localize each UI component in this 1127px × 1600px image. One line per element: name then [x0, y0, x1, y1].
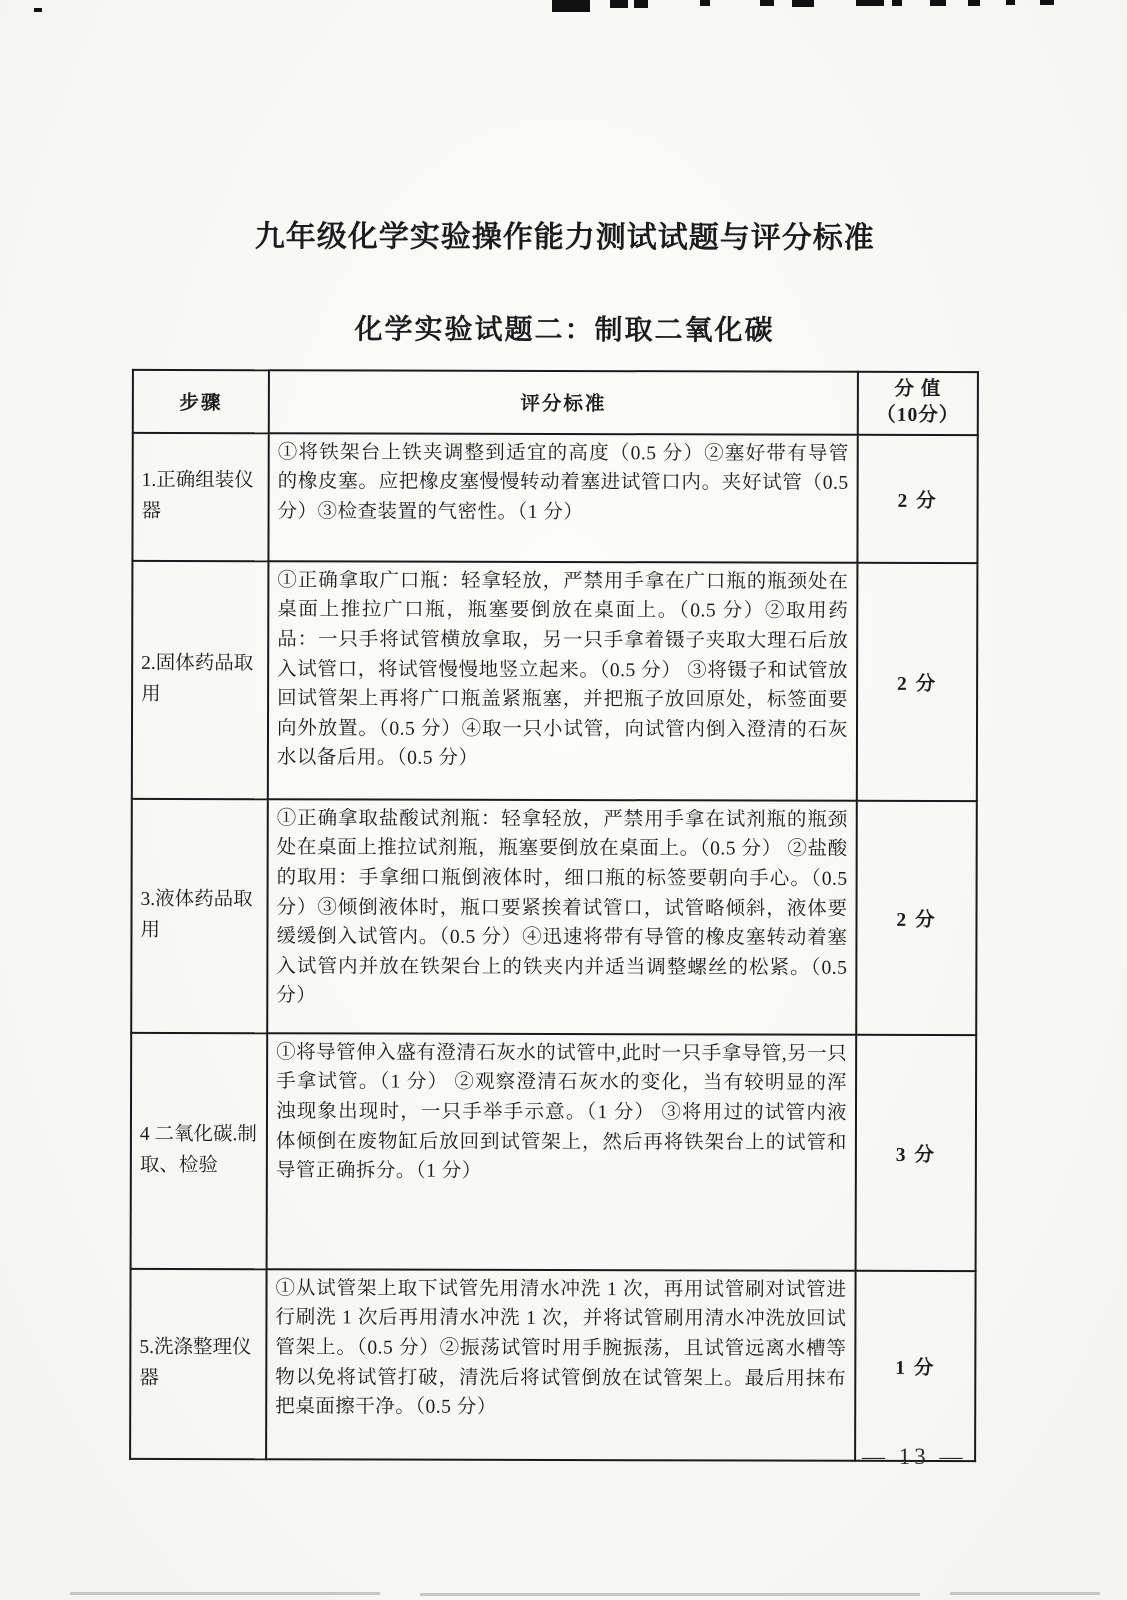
criteria-cell: ①将铁架台上铁夹调整到适宜的高度（0.5 分）②塞好带有导管的橡皮塞。应把橡皮塞慢慢转动着塞进试管口内。夹好试管（0.5 分）③检查装置的气密性。（1 分）: [268, 433, 857, 563]
score-cell: 1 分: [855, 1270, 975, 1460]
criteria-cell: ①正确拿取盐酸试剂瓶：轻拿轻放，严禁用手拿在试剂瓶的瓶颈处在桌面上推拉试剂瓶，瓶塞要倒放在桌面上。（0.5 分） ②盐酸的取用：手拿细口瓶倒液体时，细口瓶的标签要朝向手心。（0.5 分）③倾倒液体时，瓶口要紧挨着试管口，试管略倾斜，液体要缓缓倒入试管内。（0.5 分）④迅速将带有导管的橡皮塞转动着塞入试管内并放在铁架台上的铁夹内并适当调整螺丝的松紧。（0.5 分）: [267, 799, 857, 1035]
col-header-criteria: 评分标准: [269, 370, 858, 434]
table-header-row: [133, 370, 978, 435]
rubric-table: [129, 369, 979, 1462]
scan-artifact: [70, 1592, 380, 1595]
document-title: 九年级化学实验操作能力测试试题与评分标准: [254, 220, 875, 255]
criteria-cell: ①正确拿取广口瓶：轻拿轻放，严禁用手拿在广口瓶的瓶颈处在桌面上推拉广口瓶，瓶塞要倒放在桌面上。（0.5 分）②取用药品：一只手将试管横放拿取，另一只手拿着镊子夹取大理石后放入试管口，将试管慢慢地竖立起来。（0.5 分） ③将镊子和试管放回试管架上再将广口瓶盖紧瓶塞，并把瓶子放回原处，标签面要向外放置。（0.5 分）④取一只小试管，向试管内倒入澄清的石灰水以备后用。（0.5 分）: [268, 561, 858, 801]
col-header-score: 分 值 （10分）: [858, 372, 978, 435]
page-number: — 13 —: [862, 1444, 967, 1469]
score-cell: 2 分: [857, 562, 978, 800]
table-row: [132, 560, 978, 800]
document-subtitle: 化学实验试题二：制取二氧化碳: [354, 314, 775, 347]
col-header-step: 步骤: [133, 370, 269, 433]
step-cell: 1.正确组装仪器: [132, 432, 268, 560]
step-cell: 3.液体药品取用: [131, 798, 268, 1032]
criteria-cell: ①从试管架上取下试管先用清水冲洗 1 次，再用试管刷对试管进行刷洗 1 次后再用清水冲洗 1 次，并将试管刷用清水冲洗放回试管架上。（0.5 分）②振荡试管时用手腕振荡，且试管远离水槽等物以免将试管打破，清洗后将试管倒放在试管架上。最后用抹布把桌面擦干净。（0.5 分）: [266, 1269, 855, 1461]
table-row: [130, 1268, 975, 1460]
scan-artifact: [420, 1593, 920, 1596]
score-cell: 2 分: [857, 434, 977, 562]
step-cell: 4 二氧化碳.制取、检验: [131, 1032, 268, 1268]
criteria-cell: ①将导管伸入盛有澄清石灰水的试管中,此时一只手拿导管,另一只手拿试管。（1 分） ②观察澄清石灰水的变化，当有较明显的浑浊现象出现时，一只手举手示意。（1 分） ③将用过的试管内液体倾倒在废物缸后放回到试管架上，然后再将铁架台上的试管和导管正确拆分。（1 分）: [267, 1033, 857, 1271]
table-row: [131, 1032, 977, 1270]
score-cell: 3 分: [856, 1034, 977, 1270]
step-cell: 2.固体药品取用: [132, 560, 269, 798]
scan-artifact: [950, 1592, 1100, 1595]
table-row: [132, 432, 977, 562]
score-cell: 2 分: [856, 800, 977, 1034]
table-row: [131, 798, 977, 1034]
step-cell: 5.洗涤整理仪器: [130, 1268, 266, 1458]
